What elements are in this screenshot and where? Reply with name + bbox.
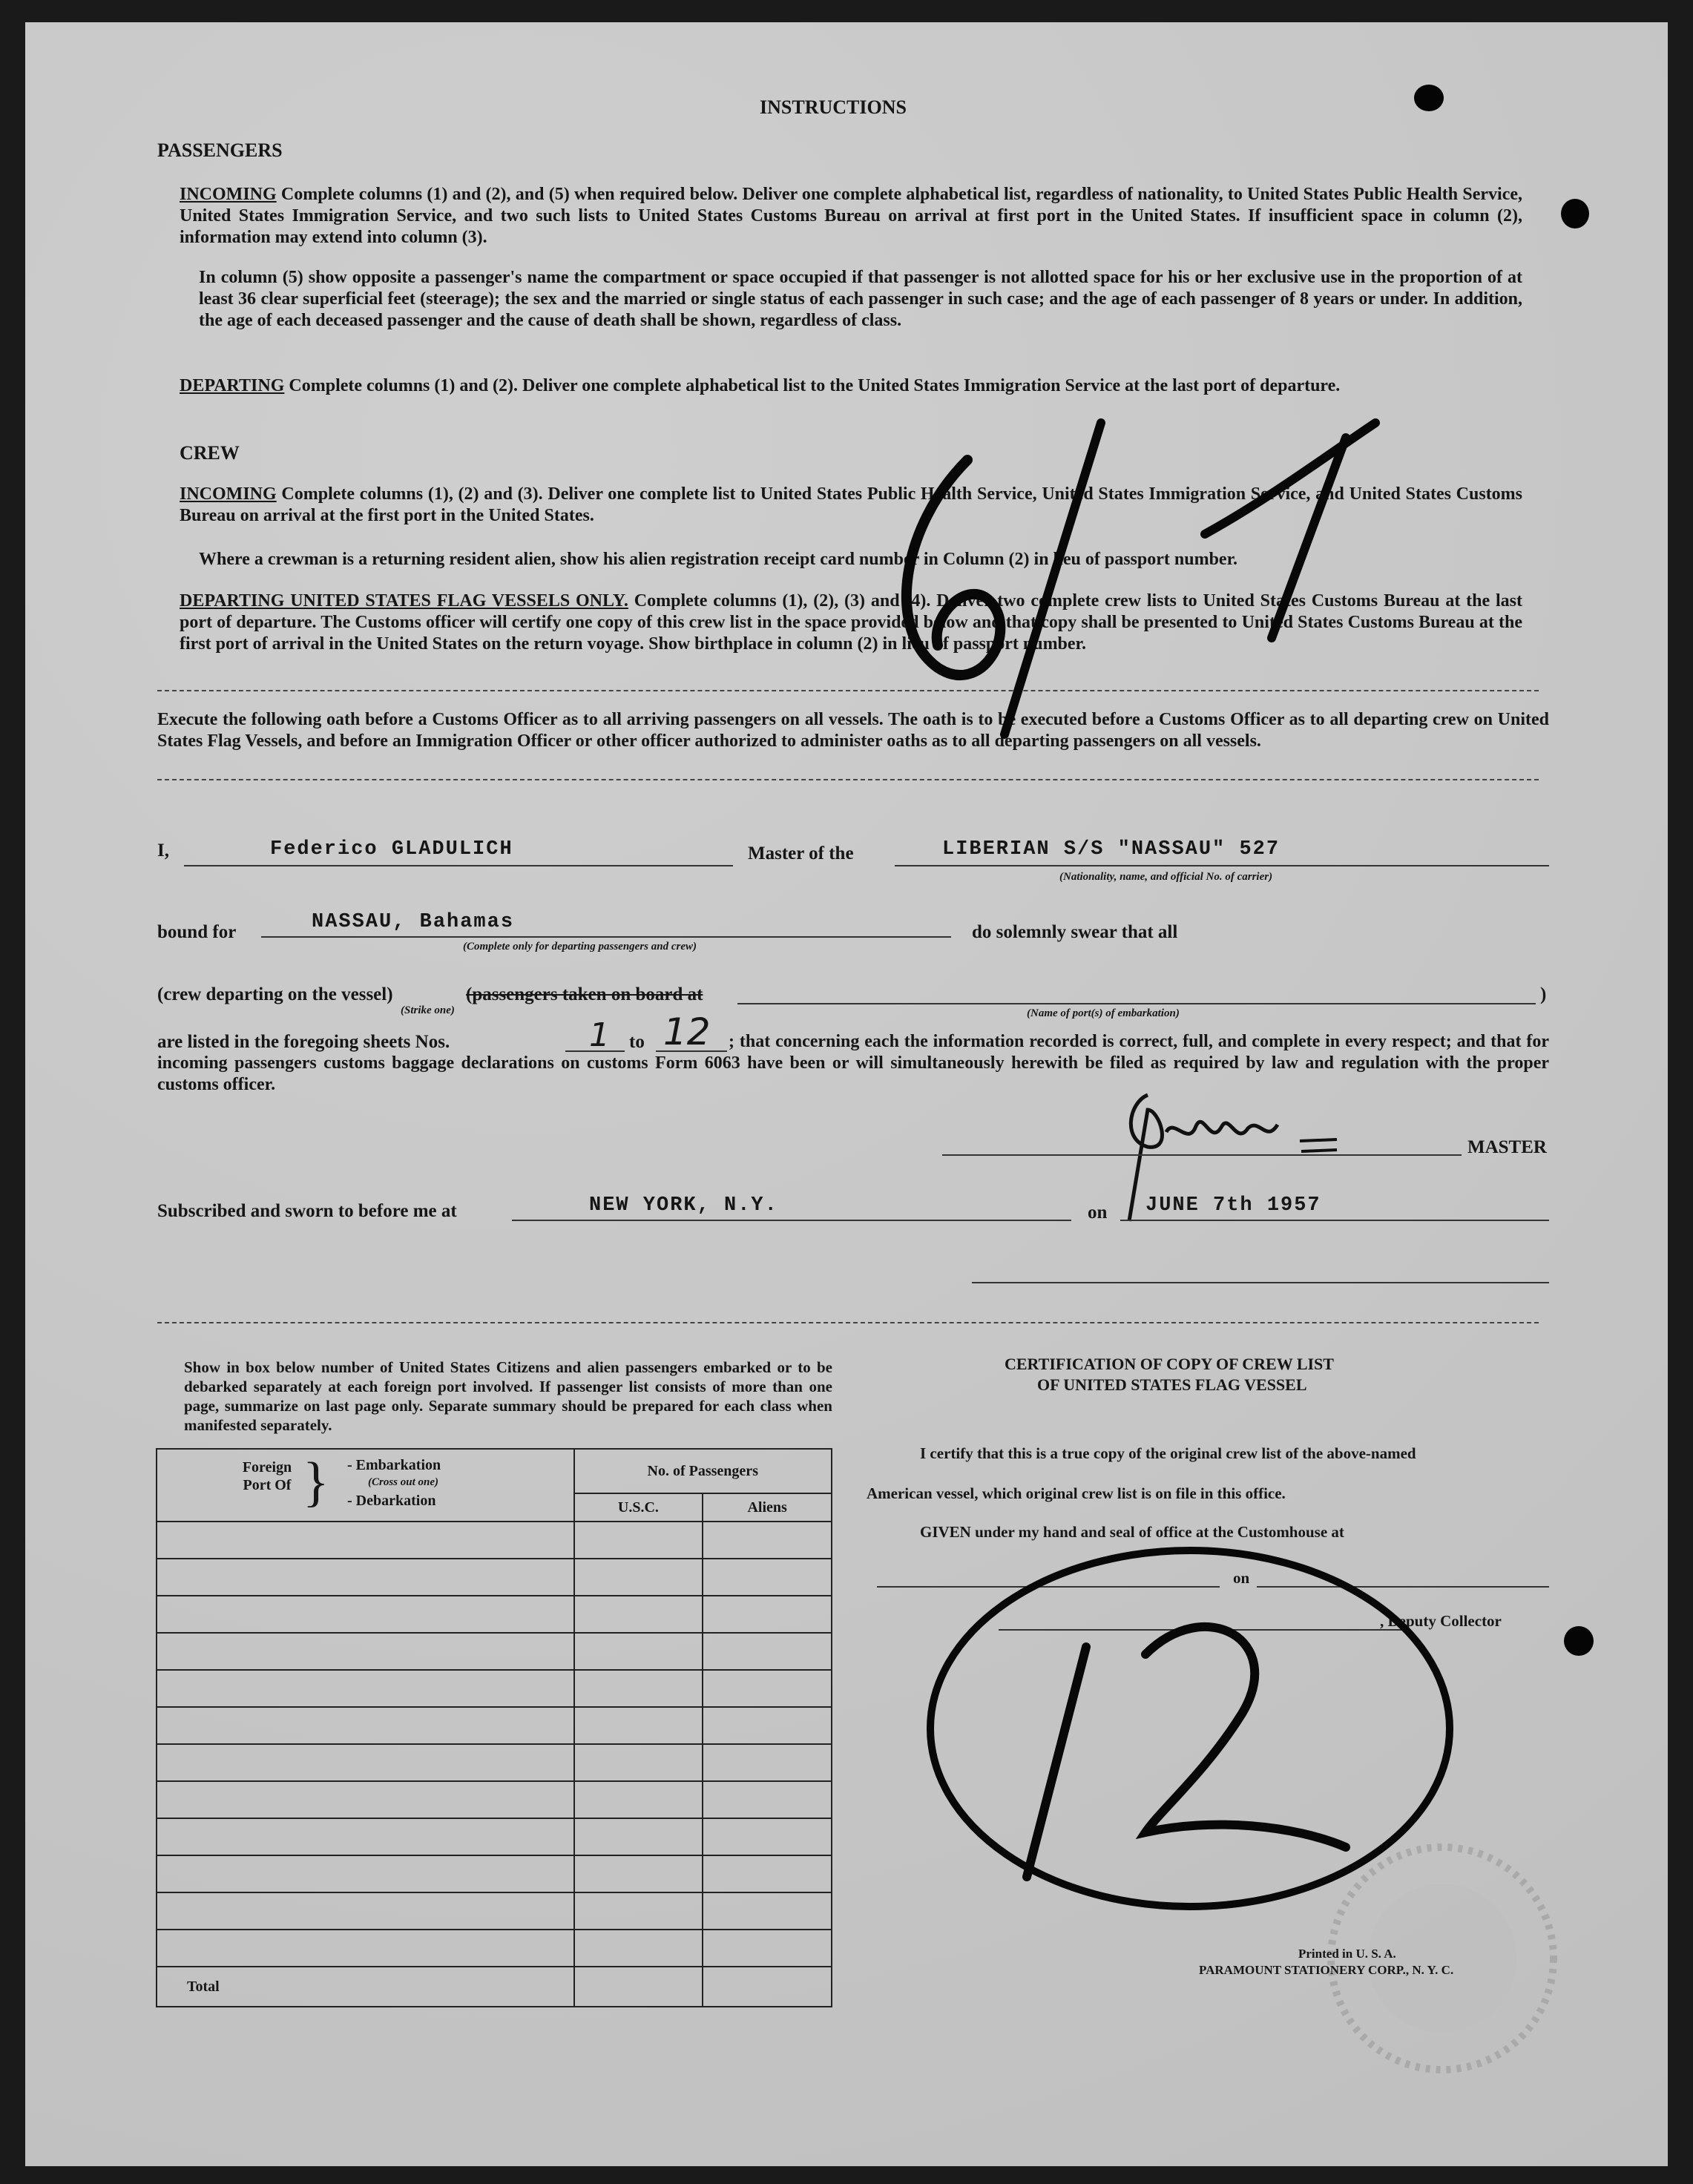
bound-for-label: bound for — [157, 922, 237, 942]
usc-cell — [574, 1670, 703, 1707]
port-cell — [157, 1596, 574, 1633]
cert-title-line1: CERTIFICATION OF COPY OF CREW LIST — [1005, 1355, 1334, 1373]
cert-deputy-label: , Deputy Collector — [1380, 1612, 1502, 1630]
departing-text: Complete columns (1) and (2). Deliver one complete alphabetical list to the United States Immigration Service at the last port of departure. — [289, 376, 1341, 395]
summary-row — [157, 1855, 832, 1892]
instructions-title: INSTRUCTIONS — [760, 96, 907, 118]
debarkation-label: - Debarkation — [347, 1493, 436, 1509]
summary-row — [157, 1892, 832, 1930]
vessel-caption: (Nationality, name, and official No. of carrier) — [1059, 871, 1273, 883]
usc-cell — [574, 1744, 703, 1781]
port-cell — [157, 1707, 574, 1744]
ports-caption: (Name of port(s) of embarkation) — [1027, 1007, 1180, 1019]
cert-on-label: on — [1233, 1569, 1250, 1587]
usc-cell — [574, 1633, 703, 1670]
crew-departing-option: (crew departing on the vessel) — [157, 984, 393, 1004]
summary-row — [157, 1559, 832, 1596]
close-paren: ) — [1540, 984, 1547, 1004]
foreign-port-header — [157, 1449, 574, 1522]
master-label: MASTER — [1467, 1137, 1547, 1157]
sworn-place: NEW YORK, N.Y. — [589, 1194, 778, 1217]
handwritten-top-mark — [856, 398, 1375, 749]
summary-row — [157, 1707, 832, 1744]
port-cell — [157, 1781, 574, 1818]
master-name: Federico GLADULICH — [270, 838, 513, 861]
printer-name: PARAMOUNT STATIONERY CORP., N. Y. C. — [1199, 1963, 1454, 1977]
sworn-on-label: on — [1088, 1203, 1108, 1223]
departing-label: DEPARTING — [180, 376, 285, 395]
usc-cell — [574, 1522, 703, 1559]
cert-given-text: GIVEN under my hand and seal of office at the Customhouse at — [920, 1523, 1344, 1541]
sheet-from: 1 — [589, 1016, 610, 1054]
listed-text: are listed in the foregoing sheets Nos. — [157, 1032, 450, 1052]
master-of-label: Master of the — [748, 843, 854, 864]
punch-hole — [1564, 1626, 1594, 1656]
usc-cell — [574, 1596, 703, 1633]
crewman-paragraph: Where a crewman is a returning resident alien, show his alien registration receipt card number in Column (2) in lieu of passport number. — [199, 550, 1238, 569]
brace: } — [303, 1452, 329, 1513]
destination-line — [261, 936, 951, 938]
sworn-place-line — [512, 1220, 1071, 1221]
incoming-paragraph — [180, 184, 1522, 249]
cert-american-text: American vessel, which original crew list is on file in this office. — [867, 1484, 1286, 1502]
cert-title-line2: OF UNITED STATES FLAG VESSEL — [1037, 1375, 1307, 1394]
listed-rest-text: ; that concerning each the information recorded is correct, full, and complete in every respect; and that for incoming passengers customs baggage declarations on customs Form 6063 have been or will simultaneously herewith be filed as required by law and regulation with the proper customs officer. — [157, 1032, 1549, 1094]
officer-signature-line — [972, 1282, 1549, 1283]
aliens-cell — [703, 1744, 832, 1781]
punch-hole — [1414, 85, 1444, 111]
port-cell — [157, 1818, 574, 1855]
destination-caption: (Complete only for departing passengers and crew) — [463, 941, 697, 953]
no-passengers-header: No. of Passengers — [574, 1449, 832, 1493]
usc-cell — [574, 1707, 703, 1744]
vessel-line — [895, 865, 1549, 866]
total-aliens-cell — [703, 1967, 832, 2007]
aliens-header: Aliens — [703, 1493, 832, 1522]
port-cell — [157, 1744, 574, 1781]
departing-paragraph — [180, 375, 1522, 397]
master-name-line — [184, 865, 733, 866]
summary-row — [157, 1633, 832, 1670]
summary-row — [157, 1744, 832, 1781]
sheet-to: 12 — [663, 1010, 711, 1053]
ports-line — [737, 1003, 1536, 1004]
cross-out-label: (Cross out one) — [368, 1476, 439, 1488]
column5-paragraph: In column (5) show opposite a passenger's name the compartment or space occupied if that passenger is not allotted space for his or her exclusive use in the proportion of at least 36 clear superficial feet (steerage); the sex and the married or single status of each passenger in such case; and the age of each passenger of 8 years or under. In addition, the age of each deceased passenger and the cause of death shall be shown, regardless of class. — [199, 268, 1522, 330]
top-mark-text: 6/7 — [856, 398, 872, 411]
port-cell — [157, 1855, 574, 1892]
crew-heading: CREW — [180, 442, 240, 464]
port-cell — [157, 1633, 574, 1670]
oath-divider — [157, 779, 1539, 780]
usc-cell — [574, 1930, 703, 1967]
summary-body — [157, 1522, 832, 2007]
port-cell — [157, 1930, 574, 1967]
printed-in: Printed in U. S. A. — [1298, 1947, 1396, 1961]
port-cell — [157, 1670, 574, 1707]
passengers-option-struck: (passengers taken on board at — [466, 984, 703, 1004]
port-cell — [157, 1892, 574, 1930]
aliens-cell — [703, 1707, 832, 1744]
aliens-cell — [703, 1930, 832, 1967]
sworn-date-line — [1120, 1220, 1549, 1221]
usc-cell — [574, 1855, 703, 1892]
port-cell — [157, 1522, 574, 1559]
master-signature-line — [942, 1154, 1462, 1156]
usc-cell — [574, 1892, 703, 1930]
crew-incoming-label: INCOMING — [180, 484, 277, 504]
embarkation-label: - Embarkation — [347, 1457, 441, 1473]
summary-row — [157, 1781, 832, 1818]
total-usc-cell — [574, 1967, 703, 2007]
to-label: to — [629, 1032, 645, 1052]
bottom-divider — [157, 1322, 1539, 1323]
aliens-cell — [703, 1781, 832, 1818]
circled-number-mark — [901, 1519, 1464, 1973]
subscribed-label: Subscribed and sworn to before me at — [157, 1201, 457, 1221]
aliens-cell — [703, 1633, 832, 1670]
usc-cell — [574, 1781, 703, 1818]
aliens-cell — [703, 1559, 832, 1596]
swear-text: do solemnly swear that all — [972, 922, 1178, 942]
usc-cell — [574, 1559, 703, 1596]
summary-row — [157, 1596, 832, 1633]
aliens-cell — [703, 1855, 832, 1892]
punch-hole — [1561, 199, 1589, 228]
cert-certify-text: I certify that this is a true copy of the original crew list of the above-named — [920, 1444, 1416, 1462]
vessel-name: LIBERIAN S/S "NASSAU" 527 — [942, 838, 1281, 861]
i-label: I, — [157, 841, 169, 861]
incoming-label: INCOMING — [180, 185, 277, 204]
passengers-heading: PASSENGERS — [157, 139, 283, 161]
aliens-cell — [703, 1522, 832, 1559]
summary-row — [157, 1930, 832, 1967]
strike-caption: (Strike one) — [401, 1004, 455, 1016]
total-label: Total — [157, 1967, 574, 2007]
circled-number-text: 12 — [901, 1519, 913, 1531]
passenger-summary-table — [156, 1448, 832, 2007]
crew-incoming-text: Complete columns (1), (2) and (3). Deliver one complete list to United States Public Health Service, United States Immigration Service, and United States Customs Bureau on arrival at the first port in the United States. — [180, 484, 1523, 525]
summary-instructions: Show in box below number of United States Citizens and alien passengers embarked or to be debarked separately at each foreign port involved. If passenger list consists of more than one page, summarize on last page only. Separate summary should be prepared for each class when manifested separately. — [184, 1358, 832, 1434]
foreign-port-label: Foreign Port Of — [242, 1459, 292, 1493]
summary-row — [157, 1670, 832, 1707]
usc-cell — [574, 1818, 703, 1855]
us-flag-text: Complete columns (1), (2), (3) and (4). Deliver two complete crew lists to United States Customs Bureau at the last port of departure. The Customs officer will certify one copy of this crew list in the space provided below and that copy shall be presented to United States Customs Bureau at the first port of arrival in the United States on the return voyage. Show birthplace in column (2) in lieu of passport number. — [180, 591, 1522, 654]
summary-row — [157, 1818, 832, 1855]
aliens-cell — [703, 1818, 832, 1855]
sworn-date: JUNE 7th 1957 — [1145, 1194, 1321, 1217]
aliens-cell — [703, 1670, 832, 1707]
aliens-cell — [703, 1596, 832, 1633]
oath-intro: Execute the following oath before a Customs Officer as to all arriving passengers on all vessels. The oath is to be executed before a Customs Officer as to all departing crew on United States Flag Vessels, and before an Immigration Officer or other officer authorized to administer oaths as to all departing passengers on all vessels. — [157, 710, 1549, 751]
port-cell — [157, 1559, 574, 1596]
total-row — [157, 1967, 832, 2007]
usc-header: U.S.C. — [574, 1493, 703, 1522]
aliens-cell — [703, 1892, 832, 1930]
summary-row — [157, 1522, 832, 1559]
document-page — [25, 22, 1668, 2166]
us-flag-label: DEPARTING UNITED STATES FLAG VESSELS ONLY. — [180, 591, 628, 611]
incoming-text: Complete columns (1) and (2), and (5) when required below. Deliver one complete alphabetical list, regardless of nationality, to United States Public Health Service, United States Immigration Service, and two such lists to United States Customs Bureau on arrival at first port in the United States. If insufficient space in column (2), information may extend into column (3). — [180, 185, 1522, 247]
destination: NASSAU, Bahamas — [312, 911, 515, 933]
